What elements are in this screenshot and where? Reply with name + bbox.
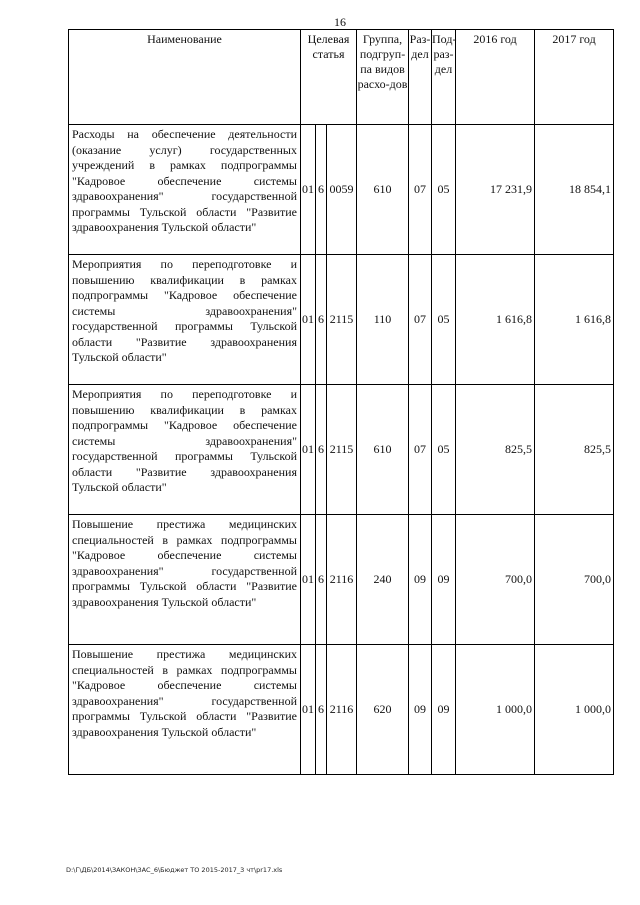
budget-table	[68, 29, 614, 775]
row-code-subprogram: 6	[316, 645, 327, 775]
header-name: Наименование	[69, 30, 301, 125]
row-subsection: 09	[432, 515, 456, 645]
table-row	[69, 125, 614, 255]
row-subsection: 09	[432, 645, 456, 775]
header-section: Раз-дел	[409, 30, 432, 125]
row-code-direction: 0059	[327, 125, 357, 255]
row-amount-2016: 1 616,8	[456, 255, 535, 385]
row-code-direction: 2115	[327, 385, 357, 515]
row-expense-group: 610	[357, 385, 409, 515]
row-amount-2017: 1 000,0	[535, 645, 614, 775]
file-path-footer: D:\Г\ДБ\2014\ЗАКОН\ЗАС_6\Бюджет ТО 2015-2017_3 чт\pr17.xls	[66, 866, 283, 874]
row-name: Повышение престижа медицинских специальностей в рамках подпрограммы "Кадровое обеспечение системы здравоохранения" государственной программы Тульской области "Развитие здравоохранения Тульской области"	[69, 645, 301, 775]
row-expense-group: 240	[357, 515, 409, 645]
row-amount-2016: 1 000,0	[456, 645, 535, 775]
row-section: 07	[409, 385, 432, 515]
row-code-subprogram: 6	[316, 515, 327, 645]
row-subsection: 05	[432, 385, 456, 515]
header-row	[69, 30, 614, 125]
row-code-program: 01	[301, 385, 316, 515]
header-group: Группа, подгруп-па видов расхо-дов	[357, 30, 409, 125]
row-expense-group: 620	[357, 645, 409, 775]
row-amount-2016: 17 231,9	[456, 125, 535, 255]
table-row	[69, 255, 614, 385]
header-2017: 2017 год	[535, 30, 614, 125]
row-name: Повышение престижа медицинских специальностей в рамках подпрограммы "Кадровое обеспечение системы здравоохранения" государственной программы Тульской области "Развитие здравоохранения Тульской области"	[69, 515, 301, 645]
row-name: Мероприятия по переподготовке и повышению квалификации в рамках подпрограммы "Кадровое обеспечение системы здравоохранения" государственной программы Тульской области "Развитие здравоохранения Тульской области"	[69, 255, 301, 385]
row-code-subprogram: 6	[316, 385, 327, 515]
row-code-subprogram: 6	[316, 125, 327, 255]
row-section: 09	[409, 645, 432, 775]
header-subsection: Под-раз-дел	[432, 30, 456, 125]
table-row	[69, 645, 614, 775]
table-row	[69, 515, 614, 645]
row-expense-group: 110	[357, 255, 409, 385]
row-name: Расходы на обеспечение деятельности (оказание услуг) государственных учреждений в рамках подпрограммы "Кадровое обеспечение системы здравоохранения" государственной программы Тульской области "Развитие здравоохранения Тульской области"	[69, 125, 301, 255]
row-code-program: 01	[301, 255, 316, 385]
page-number: 16	[334, 15, 346, 29]
row-subsection: 05	[432, 255, 456, 385]
row-amount-2016: 825,5	[456, 385, 535, 515]
row-amount-2016: 700,0	[456, 515, 535, 645]
row-code-program: 01	[301, 125, 316, 255]
table-row	[69, 385, 614, 515]
row-section: 07	[409, 125, 432, 255]
row-code-subprogram: 6	[316, 255, 327, 385]
row-amount-2017: 18 854,1	[535, 125, 614, 255]
row-subsection: 05	[432, 125, 456, 255]
row-code-direction: 2116	[327, 645, 357, 775]
row-code-program: 01	[301, 515, 316, 645]
row-name: Мероприятия по переподготовке и повышению квалификации в рамках подпрограммы "Кадровое обеспечение системы здравоохранения" государственной программы Тульской области "Развитие здравоохранения Тульской области"	[69, 385, 301, 515]
row-section: 09	[409, 515, 432, 645]
row-section: 07	[409, 255, 432, 385]
row-code-direction: 2116	[327, 515, 357, 645]
row-code-direction: 2115	[327, 255, 357, 385]
row-amount-2017: 700,0	[535, 515, 614, 645]
row-expense-group: 610	[357, 125, 409, 255]
row-amount-2017: 1 616,8	[535, 255, 614, 385]
header-target-article: Целевая статья	[301, 30, 357, 125]
row-amount-2017: 825,5	[535, 385, 614, 515]
header-2016: 2016 год	[456, 30, 535, 125]
row-code-program: 01	[301, 645, 316, 775]
